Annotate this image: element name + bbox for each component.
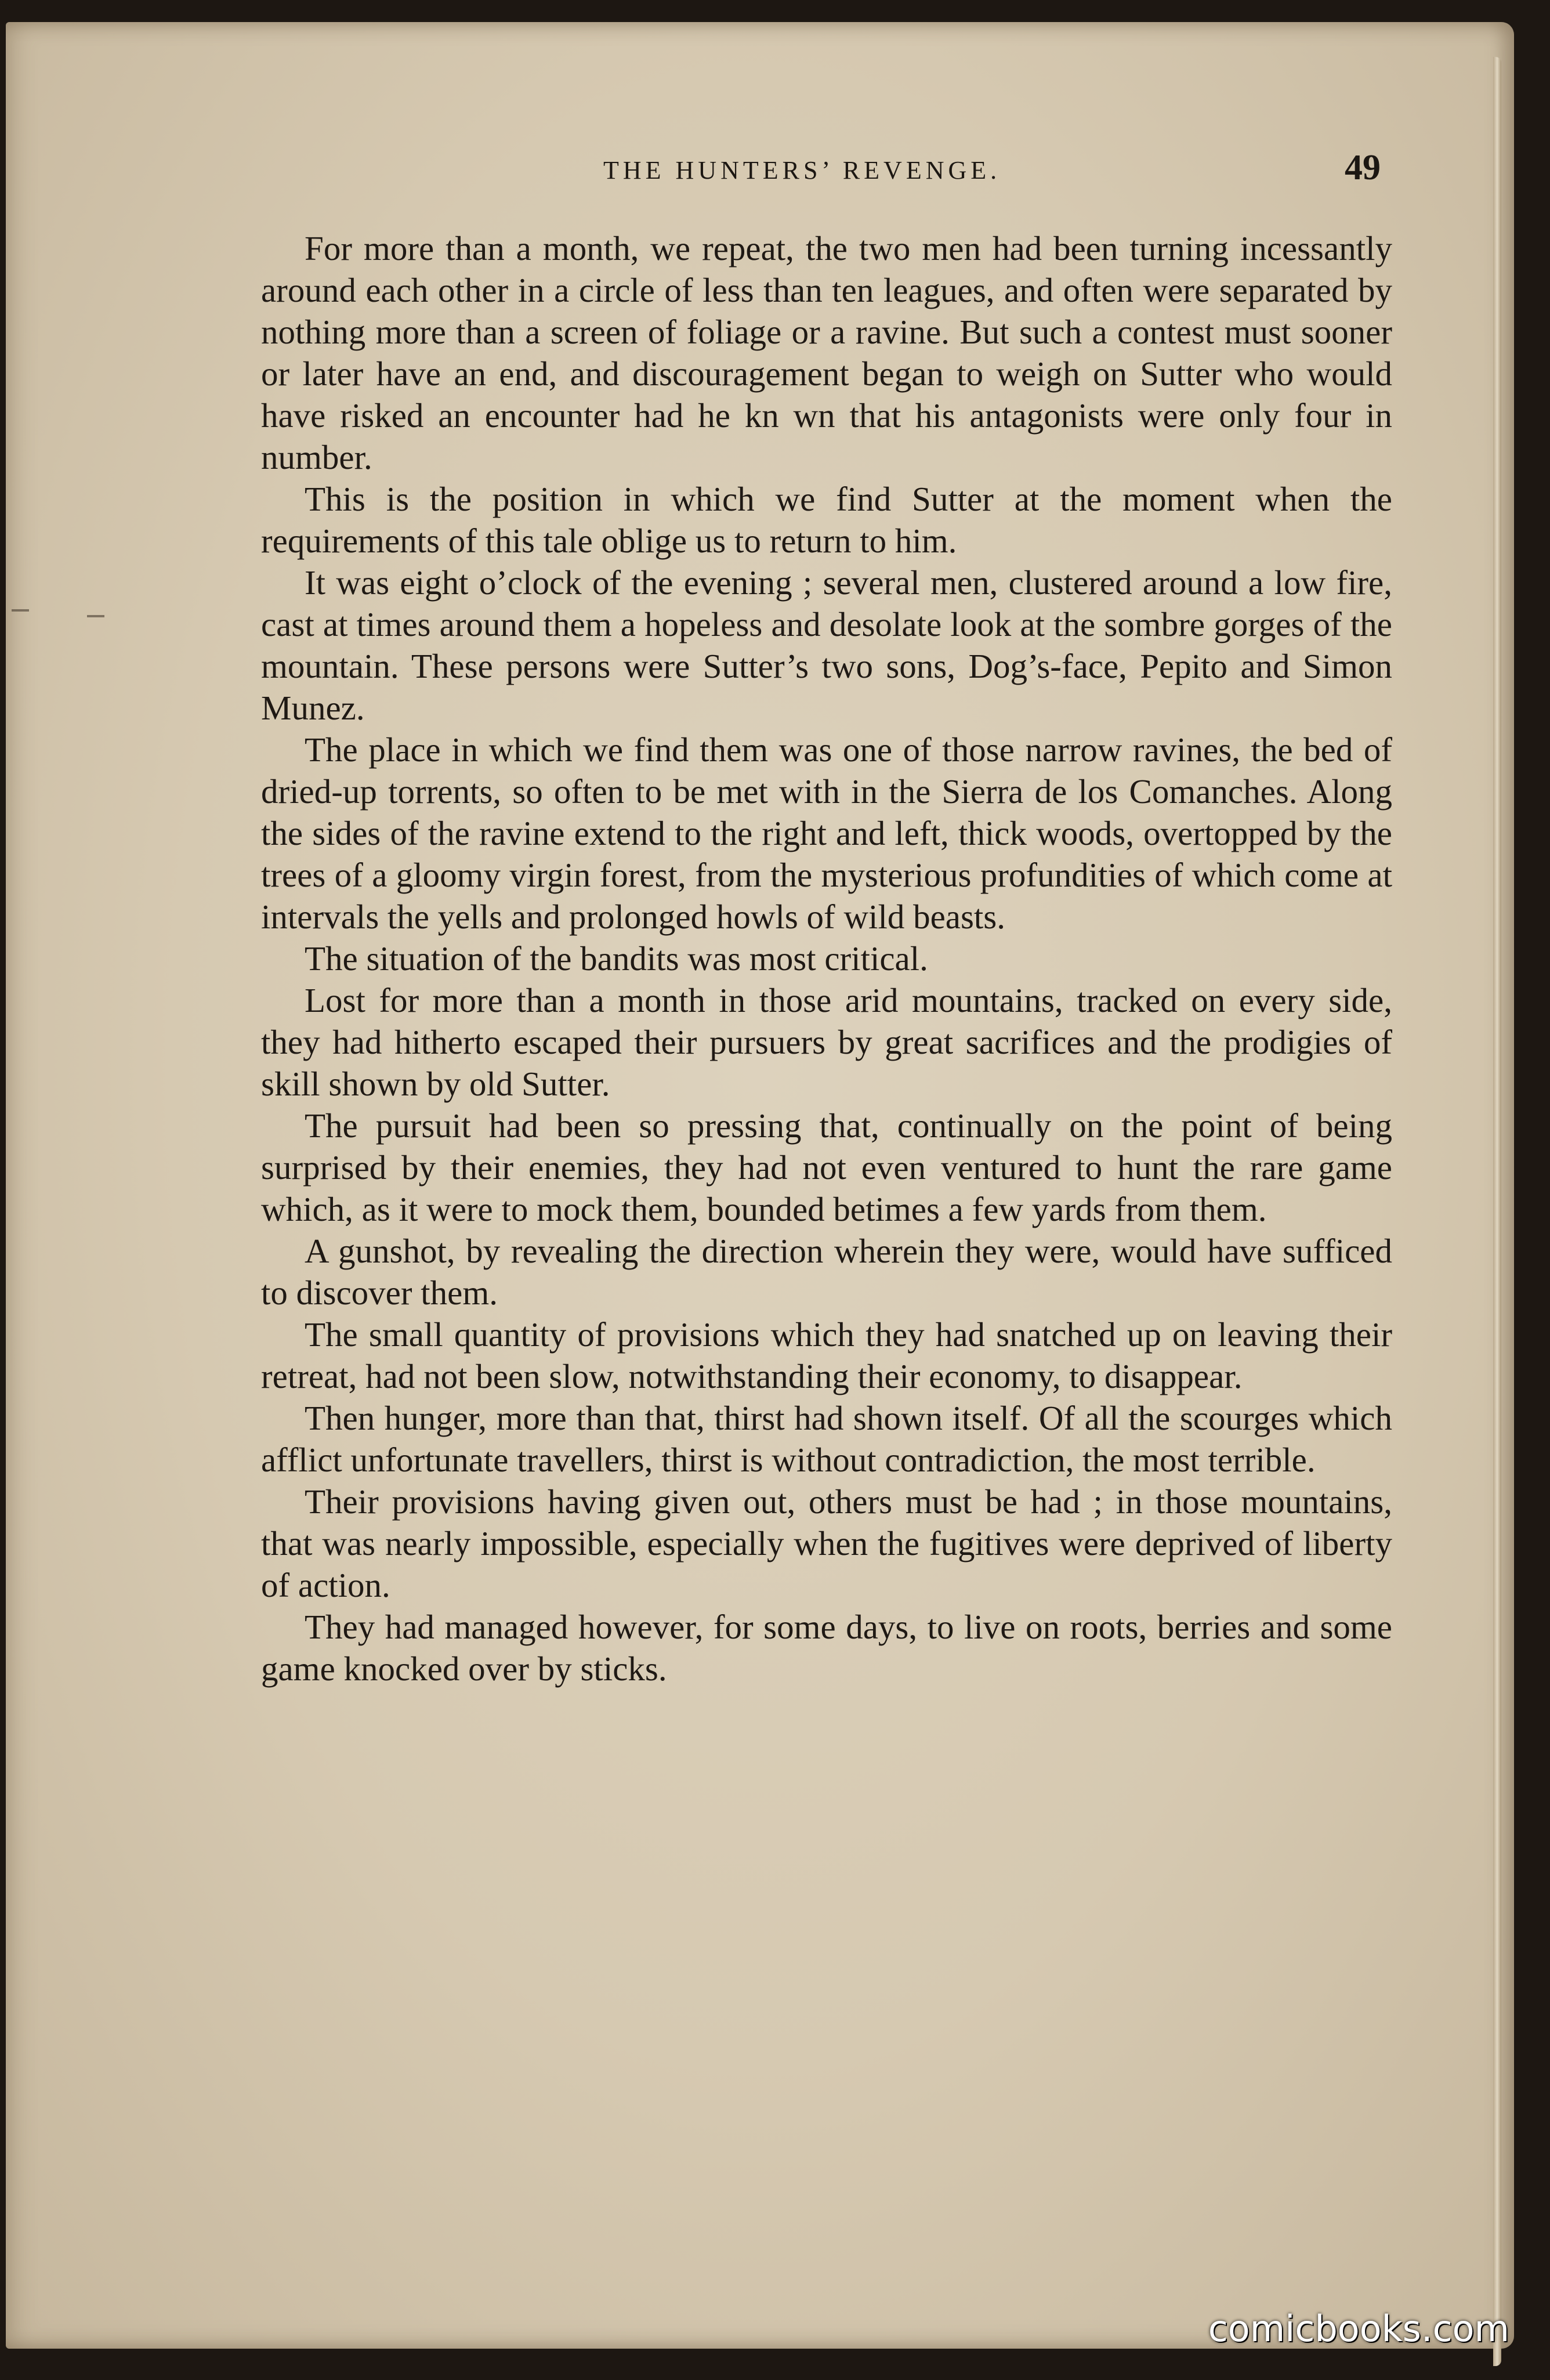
paragraph: Lost for more than a month in those arid mountains, tracked on every side, they had hitherto escaped their pursuers by great sacrifices and the prodigies of skill shown by old Sutter. [261,981,1392,1103]
page-edge [1493,57,1501,2366]
margin-mark [87,615,104,617]
watermark: comicbooks.com [1208,2307,1509,2350]
paragraph: A gunshot, by revealing the direction wherein they were, would have sufficed to discover them. [261,1232,1392,1312]
paragraph: Then hunger, more than that, thirst had shown itself. Of all the scourges which afflict unfortunate travellers, thirst is without contradiction, the most terrible. [261,1399,1392,1479]
paragraph: They had managed however, for some days, to live on roots, berries and some game knocked over by sticks. [261,1608,1392,1688]
paragraph: It was eight o’clock of the evening ; several men, clustered around a low fire, cast at times around them a hopeless and desolate look at the sombre gorges of the mountain. These persons were Sutter’s two sons, Dog’s-face, Pepito and Simon Munez. [261,563,1392,727]
paragraph: This is the position in which we find Sutter at the moment when the requirements of this tale oblige us to return to him. [261,480,1392,560]
paragraph: The situation of the bandits was most critical. [305,939,928,978]
paragraph: The small quantity of provisions which they had snatched up on leaving their retreat, had not been slow, notwithstanding their economy, to disappear. [261,1315,1392,1395]
running-head [255,148,1381,196]
paragraph: The pursuit had been so pressing that, continually on the point of being surprised by their enemies, they had not even ventured to hunt the rare game which, as it were to mock them, bounded betimes a few yards from them. [261,1106,1392,1228]
paragraph: For more than a month, we repeat, the two men had been turning incessantly around each other in a circle of less than ten leagues, and often were separated by nothing more than a screen of foliage or a ravine. But such a contest must sooner or later have an end, and discouragement began to weigh on Sutter who would have risked an encounter had he kn wn that his antagonists were only four in number. [261,229,1392,476]
body-text [261,227,1392,1690]
paragraph: Their provisions having given out, others must be had ; in those mountains, that was nearly impossible, especially when the fugitives were deprived of liberty of action. [261,1482,1392,1604]
page-number: 49 [1345,148,1381,187]
margin-mark [12,609,29,612]
paragraph: The place in which we find them was one of those narrow ravines, the bed of dried-up torrents, so often to be met with in the Sierra de los Comanches. Along the sides of the ravine extend to the right and left, thick woods, overtopped by the trees of a gloomy virgin forest, from the mysterious profundities of which come at intervals the yells and prolonged howls of wild beasts. [261,730,1392,936]
running-title: THE HUNTERS’ REVENGE. [603,156,1001,185]
